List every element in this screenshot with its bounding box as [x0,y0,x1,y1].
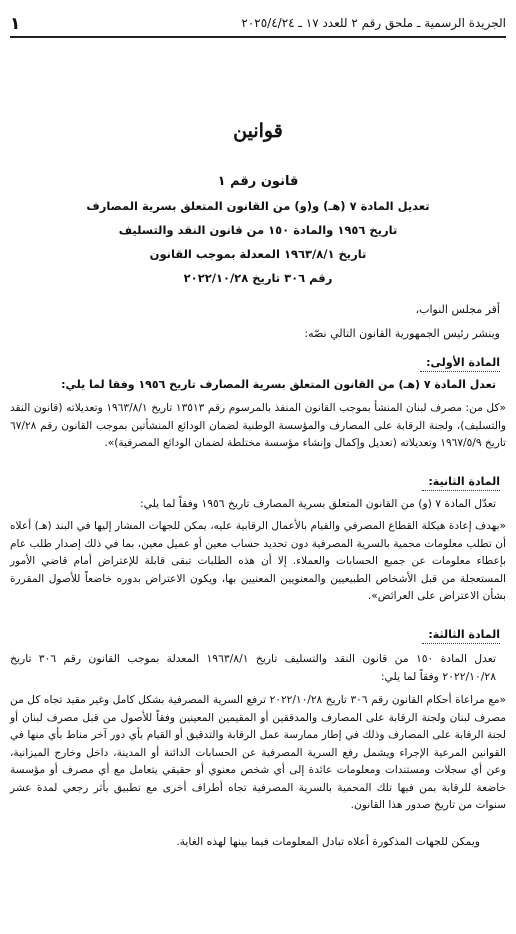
page-number: ١ [10,14,21,34]
law-title-line-4: رقم ٣٠٦ تاريخ ٢٠٢٢/١٠/٢٨ [183,271,333,285]
article-2-subheading: تعدّل المادة ٧ (و) من القانون المتعلق بسرية المصارف تاريخ ١٩٥٦ وفقاً لما يلي: [139,497,496,510]
article-3-subheading: تعدل المادة ١٥٠ من قانون النقد والتسليف تاريخ ١٩٦٣/٨/١ المعدلة بموجب القانون رقم ٣٠٦ تاريخ ٢٠٢٢/١٠/٢٨ وفقاً لما يلي: [10,652,496,683]
page-header [10,10,506,38]
article-2-text: «بهدف إعادة هيكلة القطاع المصرفي والقيام بالأعمال الرقابية عليه، يمكن للجهات المشار إليها في البند (هـ) أعلاه أن تطلب معلومات محمية بالسرية المصرفية دون تحديد حساب معين أو عميل معين، بما في ذلك إصدار طلب عام بإعطاء معلومات عن جميع الحسابات والعملاء. إلا أن هذه الطلبات تبقى قابلة للإعتراض أمام قاضي الأمور المستعجلة من قبل الأشخاص الطبيعيين والمعنويين المعنيين بها، ويكون الاعتراض بدوره خاضعاً للأصول المقررة بشأن الاعتراض على العرائض». [10,520,506,602]
article-2-heading: المادة الثانية: [428,475,500,488]
law-title-line-2: تاريخ ١٩٥٦ والمادة ١٥٠ من قانون النقد والتسليف [118,223,398,237]
laws-section-title: قوانين [233,120,283,142]
article-3-text: «مع مراعاة أحكام القانون رقم ٣٠٦ تاريخ ٢٠٢٢/١٠/٢٨ ترفع السرية المصرفية بشكل كامل وغير مقيد تجاه كل من مصرف لبنان ولجنة الرقابة على المصارف والمدققين أو المقيمين المعينين وفقاً للأصول من قبل مصرف لبنان أو لجنة الرقابة على المصارف وذلك في إطار ممارسة عمل الرقابة والتدقيق أو القيام بأي دور آخر مناط بأي منها في القوانين المرعية الإجراء ويشمل رفع السرية المصرفية عن الحسابات الدائنة أو المدينة، داخل وخارج الميزانية، وعن أي سجلات ومستندات ومعلومات عائدة إلى أي شخص معنوي أو حقيقي يتعامل مع أي مصرف أو مؤسسة خاضعة للرقابة بمن فيها تلك المحمية بالسرية المصرفية تجاه أطراف أخرى مع تطبيق بأثر رجعي لمدة عشر سنوات من تاريخ صدور هذا القانون. [10,694,506,811]
law-title-line-1: تعديل المادة ٧ (هـ) و(و) من القانون المتعلق بسرية المصارف [86,199,430,213]
article-3-closing: ويمكن للجهات المذكورة أعلاه تبادل المعلومات فيما بينها لهذه الغاية. [176,835,480,848]
article-1-subheading: تعدل المادة ٧ (هـ) من القانون المتعلق بسرية المصارف تاريخ ١٩٥٦ وفقا لما يلي: [61,378,496,391]
article-3-heading: المادة الثالثة: [428,628,500,641]
header-title: الجريدة الرسمية ـ ملحق رقم ٢ للعدد ١٧ ـ ٢٠٢٥/٤/٢٤ [241,16,506,30]
intro-line-2: وينشر رئيس الجمهورية القانون التالي نصّه: [304,327,500,340]
header-divider [10,36,506,38]
law-number: قانون رقم ١ [217,174,299,189]
article-1-text: «كل من: مصرف لبنان المنشأ بموجب القانون المنفذ بالمرسوم رقم ١٣٥١٣ تاريخ ١٩٦٣/٨/١ وتعديلاته (قانون النقد والتسليف)، ولجنة الرقابة على المصارف والمؤسسة الوطنية لضمان الودائع المنشأتين بموجب القانون رقم ٦٧/٢٨ تاريخ ١٩٦٧/٥/٩ وتعديلاته (تعديل وإكمال وإنشاء مؤسسة مختلطة لضمان الودائع المصرفية)». [10,402,506,449]
article-1-heading: المادة الأولى: [426,356,500,369]
law-title-block [30,170,486,290]
intro-line-1: أقر مجلس النواب، [415,303,500,316]
law-title-line-3: تاريخ ١٩٦٣/٨/١ المعدلة بموجب القانون [149,247,367,261]
enactment-intro [16,298,500,346]
